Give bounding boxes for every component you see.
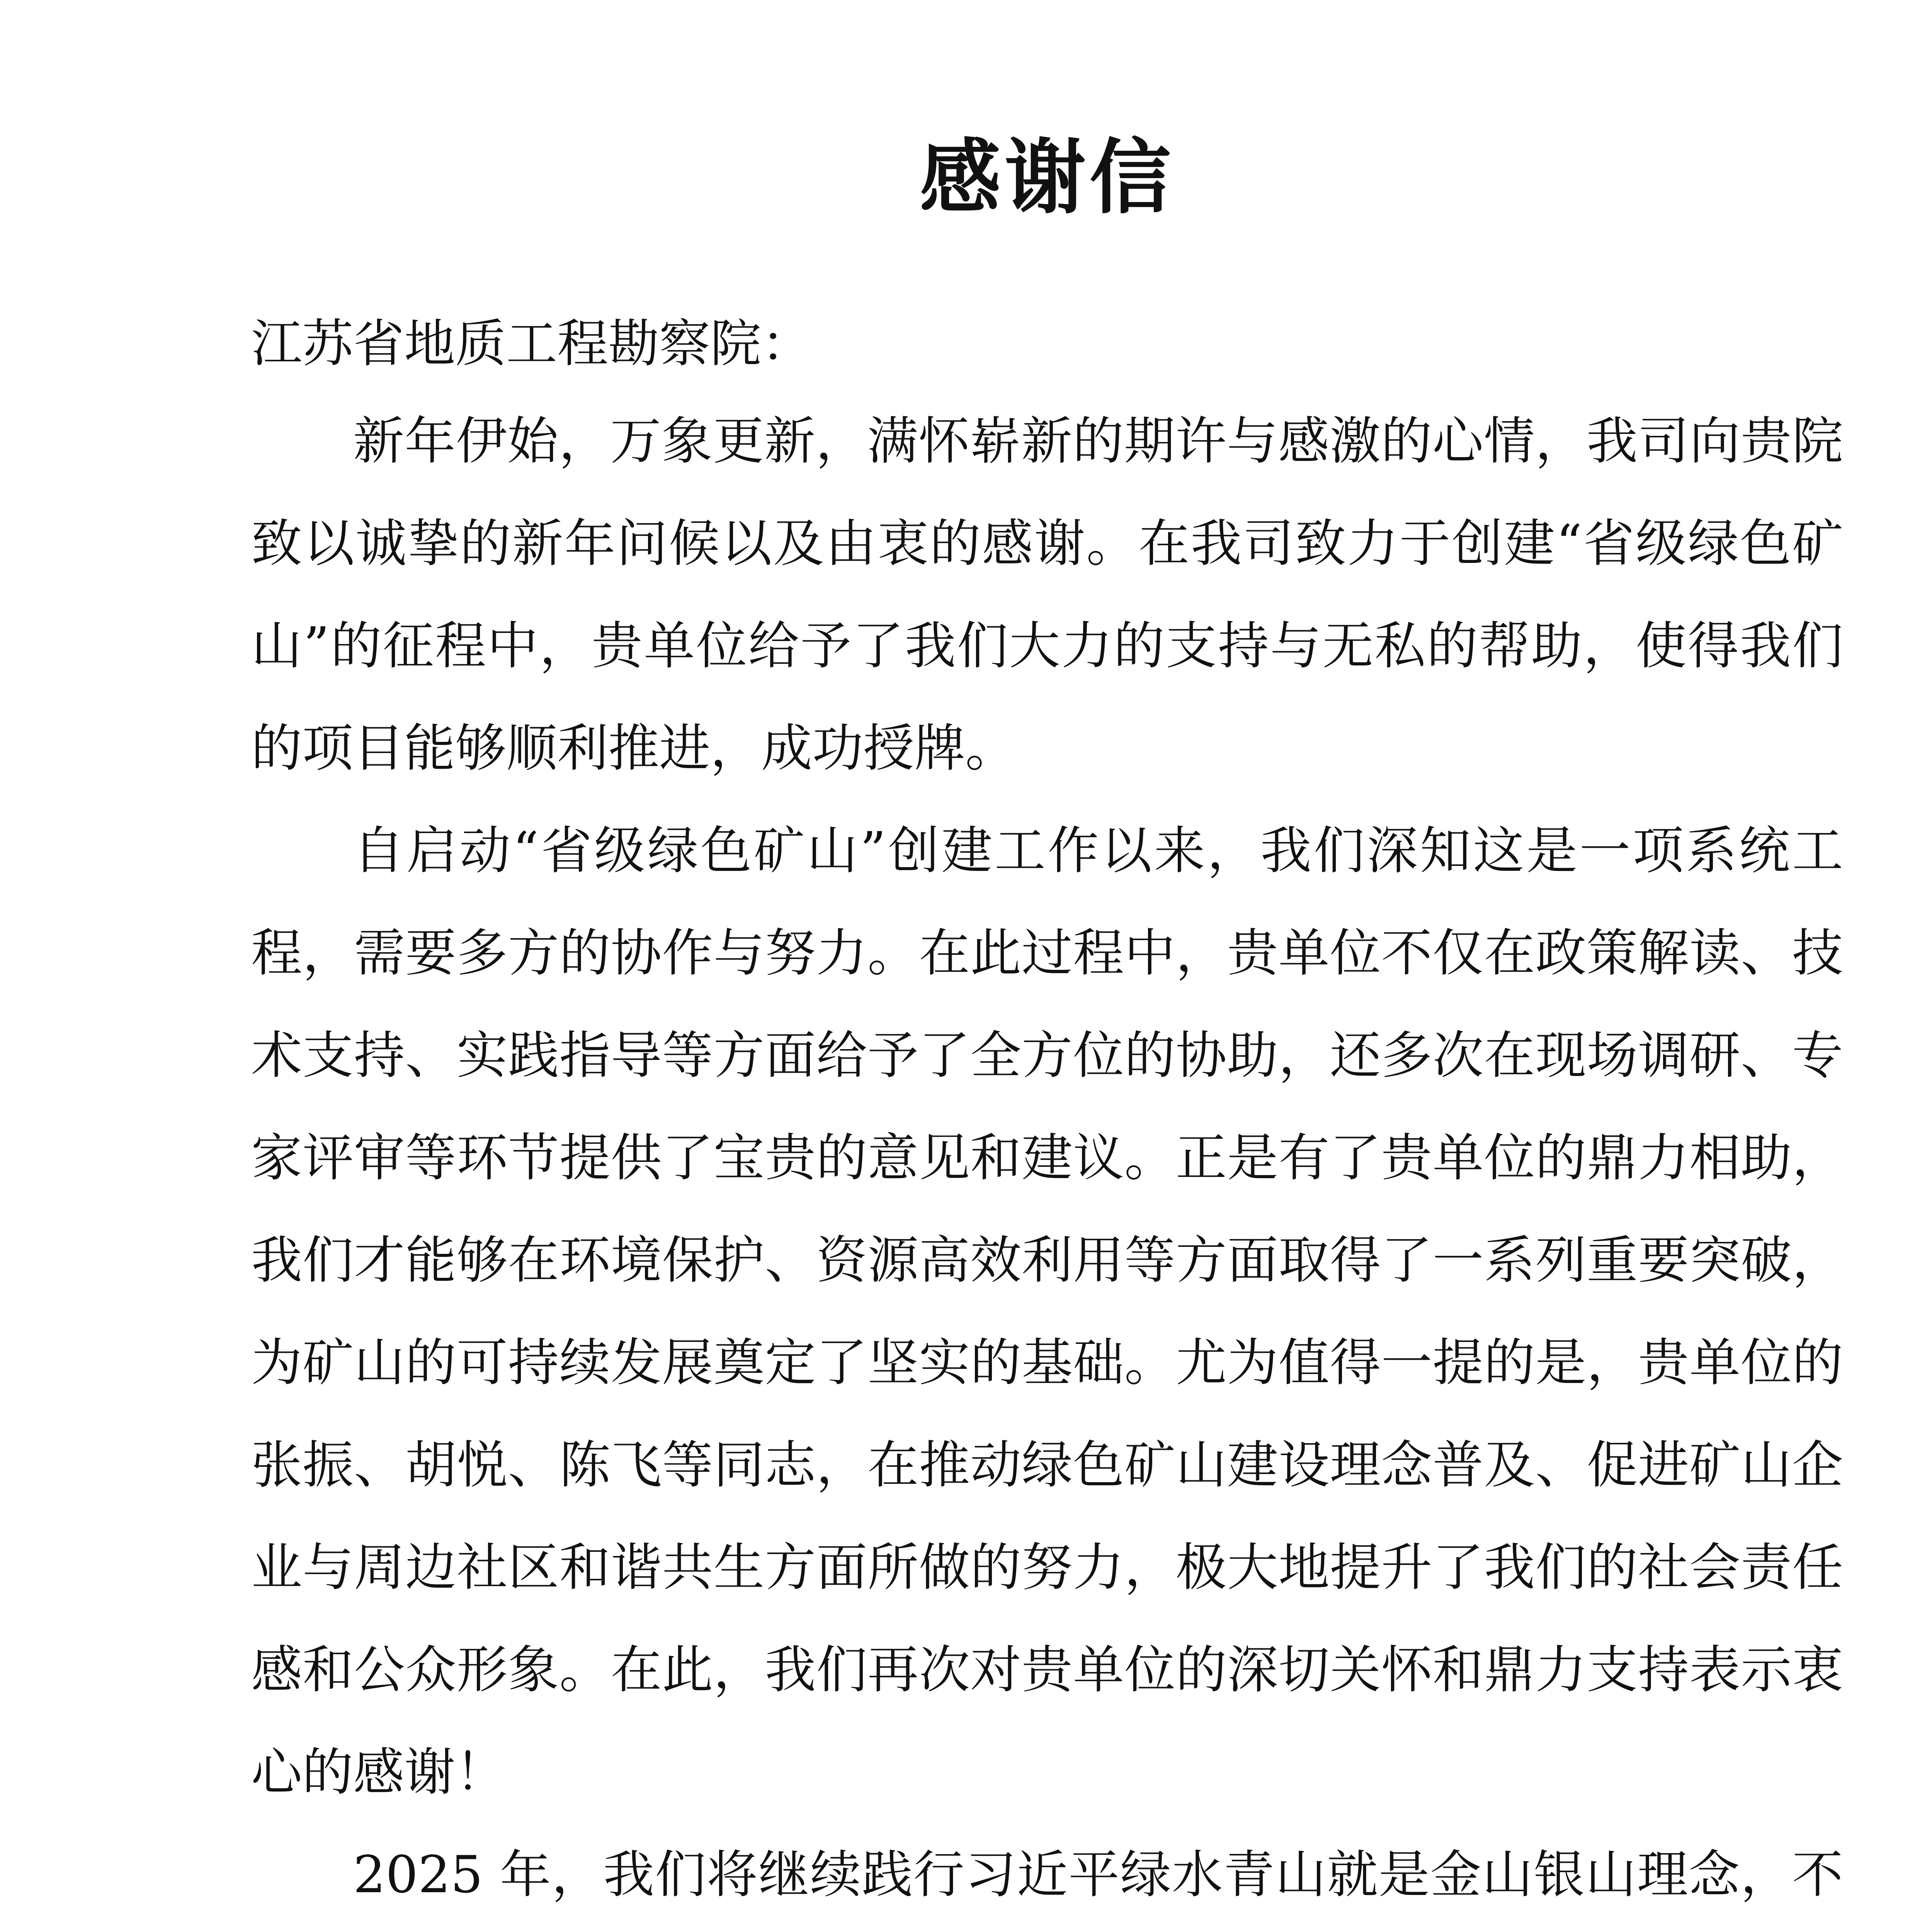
letter-title: 感谢信 — [919, 130, 1175, 225]
paragraph-1: 新年伊始，万象更新，满怀崭新的期许与感激的心情，我司向贵院致以诚挚的新年问候以及由衷的感谢。在我司致力于创建“省级绿色矿山”的征程中，贵单位给予了我们大力的支持与无私的帮助，使得我们的项目能够顺利推进，成功授牌。 — [251, 412, 1843, 778]
paragraph-3: 2025 年，我们将继续践行习近平绿水青山就是金山银山理念，不 — [353, 1845, 1843, 1905]
letter-body — [251, 390, 1843, 1932]
paragraph-2: 自启动“省级绿色矿山”创建工作以来，我们深知这是一项系统工程，需要多方的协作与努力。在此过程中，贵单位不仅在政策解读、技术支持、实践指导等方面给予了全方位的协助，还多次在现场调研、专家评审等环节提供了宝贵的意见和建议。正是有了贵单位的鼎力相助，我们才能够在环境保护、资源高效利用等方面取得了一系列重要突破，为矿山的可持续发展奠定了坚实的基础。尤为值得一提的是，贵单位的张振、胡悦、陈飞等同志，在推动绿色矿山建设理念普及、促进矿山企业与周边社区和谐共生方面所做的努力，极大地提升了我们的社会责任感和公众形象。在此，我们再次对贵单位的深切关怀和鼎力支持表示衷心的感谢！ — [251, 821, 1843, 1802]
letter-salutation: 江苏省地质工程勘察院： — [251, 314, 812, 374]
